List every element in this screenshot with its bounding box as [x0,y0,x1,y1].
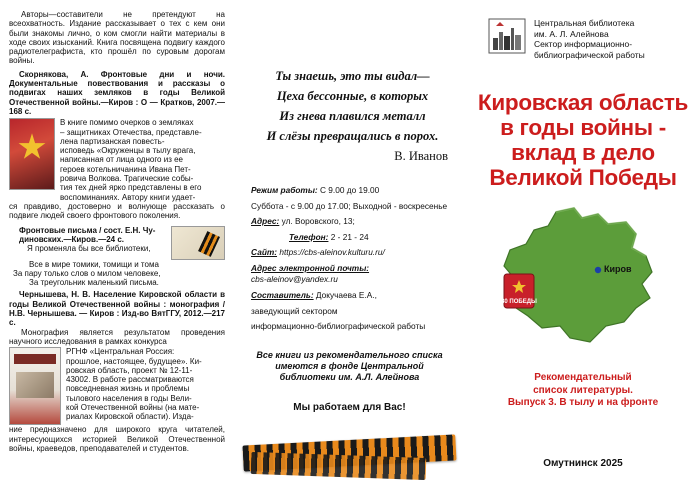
org-line: Сектор информационно- [534,39,633,49]
hours-line2: Суббота - с 9.00 до 17.00; Выходной - воскресенье [251,200,448,211]
org-line: библиографической работы [534,49,645,60]
book1-cover-image [9,118,55,190]
title-line: Кировская область [477,90,689,115]
book1-desc-line: воспоминаниях. Автору книги удает- [60,192,196,202]
title-line: вклад в дело [511,140,655,165]
book3-desc-line: прошлое, настоящее, будущее». Ки- [66,356,202,366]
book3-desc-line: тылового населения в годы Вели- [66,393,192,403]
book3-desc [66,347,225,425]
book1-title [9,70,225,116]
poem-line: Ты знаешь, это ты видал— [275,69,430,83]
book3-desc-line: кой Отечественной войны (на мате- [66,402,200,412]
fund-note: Все книги из рекомендательного списка имеются в фонде Центральной библиотеки им. А.Л. Алейнова [256,350,443,382]
hours-value: С 9.00 до 19.00 [319,185,380,195]
right-column [466,0,700,495]
book1-desc-tail: ся правдиво, достоверно и волнующе рассказать о подвиге людей своего фронтового поколения. [9,201,225,221]
address-label: Адрес: [251,216,280,227]
compiler-line3: информационно-библиографической работы [251,321,426,332]
victory-badge-text: 80 ПОБЕДЫ [501,299,537,305]
email-link[interactable]: cbs-aleinov@yandex.ru [251,273,338,284]
book1-desc-line: ровича Волкова. Трагические собы- [60,174,194,184]
kirov-region-map [486,204,676,349]
main-title [468,90,698,190]
book1-desc-line: тия тех дней ярко представлены в его [60,183,202,193]
compiler-label: Составитель: [251,289,314,300]
book3-desc-first: Монография является результатом проведения научного исследования в рамках конкурса [9,327,225,346]
site-label: Сайт: [251,247,278,258]
address-value: ул. Воровского, 13; [281,216,355,227]
poem-line: Все в мире томики, томищи и тома [29,259,159,269]
book2-title [9,226,166,260]
book1-block [9,118,225,202]
book3-desc-line: РГНФ «Центральная Россия: [66,347,175,357]
book3-desc-line: повседневная жизнь и проблемы [66,384,190,394]
book3-desc-tail: ние предназначено для широкого круга читателей, интересующихся историей Великой Отечественной войны, краеведов, преподавателей и студентов. [9,425,225,453]
book3-desc-line: ровская область, проект № 12-11- [66,365,193,375]
org-line: Центральная библиотека [534,18,635,28]
book2-cover-image [171,226,225,260]
book1-desc-line: написанная от лица одного из ее [60,155,183,165]
book1-meta: —Киров : О — Кратков, 2007.—168 с. [9,97,226,116]
hours-label: Режим работы: [251,185,318,195]
list-type-line: Рекомендательный [534,372,632,383]
list-type-line: Выпуск 3. В тылу и на фронте [507,397,659,408]
poem-line: Я променяла бы все библиотеки, [27,244,151,254]
book2-title-line: Фронтовые письма / сост. Е.Н. Чу- [19,225,156,235]
st-george-ribbon-image [251,452,427,480]
book3-cover-image [9,347,61,425]
region-map-icon [486,204,676,349]
poem-line: За треугольник маленький письма. [29,278,159,288]
list-type-line: список литературы. [533,384,633,396]
title-line: Великой Победы [489,165,677,190]
left-column [0,0,233,495]
book3-desc-line: 43002. В работе рассматриваются [66,375,194,385]
book3-desc-line: риалах Кировской области). Изда- [66,412,194,422]
org-line: им. А. Л. Алейнова [534,28,609,39]
waiting-text: Мы работаем для Вас! [293,402,406,413]
compiler-line2: заведующий сектором [251,305,338,316]
cover-title-bar [14,354,56,364]
map-city-label: Киров [604,264,632,274]
list-type-block [470,372,696,410]
poem-line: Цеха бессонные, в которых [276,89,429,103]
ribbon-icon [198,231,220,257]
book1-title-text: Скорнякова, А. Фронтовые дни и ночи. Документальные повествования и рассказы о подвигах наших земляков в годы Великой Отечественной войны. [9,69,225,107]
cover-photo [16,372,54,398]
book3-title: Чернышева, Н. В. Население Кировской области в годы Великой Отечественной войны : монография / Н.В. Чернышева. — Киров : Изд-во ВятГГУ, 2012.—217 с. [9,290,225,328]
book1-desc-line: лена партизанская повесть- [60,136,165,146]
library-logo-icon [488,18,526,54]
book1-desc-line: В книге помимо очерков о земляках [60,118,194,128]
book1-desc [60,118,225,202]
poem-block [247,66,458,166]
compiler-value: Докучаева Е.А., [315,289,377,300]
phone-label: Телефон: [289,231,329,242]
middle-column [233,0,466,495]
library-logo-image [488,18,526,54]
poem-line: Из гнева плавился металл [279,109,426,123]
site-link[interactable]: https://cbs-aleinov.kulturu.ru/ [279,247,385,258]
book3-block [9,347,225,425]
phone-value: 2 - 21 - 24 [330,231,369,242]
book2-block [9,226,225,260]
star-icon [18,133,46,161]
intro-text: Авторы—составители не претендуют на всеохватность. Издание рассказывает о тех с кем они были знакомы лично, о ком смогли найти материалы в ходе своих изысканий. Книга посвящена подвигу каждого радиотелеграфиста, кто прошёл по суровым дорогам войны. [9,10,225,66]
book1-desc-line: исповедь «Окруженцы в тылу врага, [60,146,196,156]
poem-line: За пару только слов о милом человеке, [13,268,161,278]
poem-author: В. Иванов [394,149,448,163]
contacts-block [251,183,458,335]
footer-city-year: Омутнинск 2025 [543,458,623,469]
poem-line: И слёзы превращались в порох. [266,129,439,143]
title-line: в годы войны - [500,115,666,140]
email-label: Адрес электронной почты: [251,262,370,273]
book2-title-line: диновских.—Киров.—24 с. [19,234,124,244]
book1-desc-line: героев котельничанина Ивана Пет- [60,164,191,174]
book1-desc-line: – защитниках Отечества, представле- [60,127,202,137]
org-block [534,18,645,60]
